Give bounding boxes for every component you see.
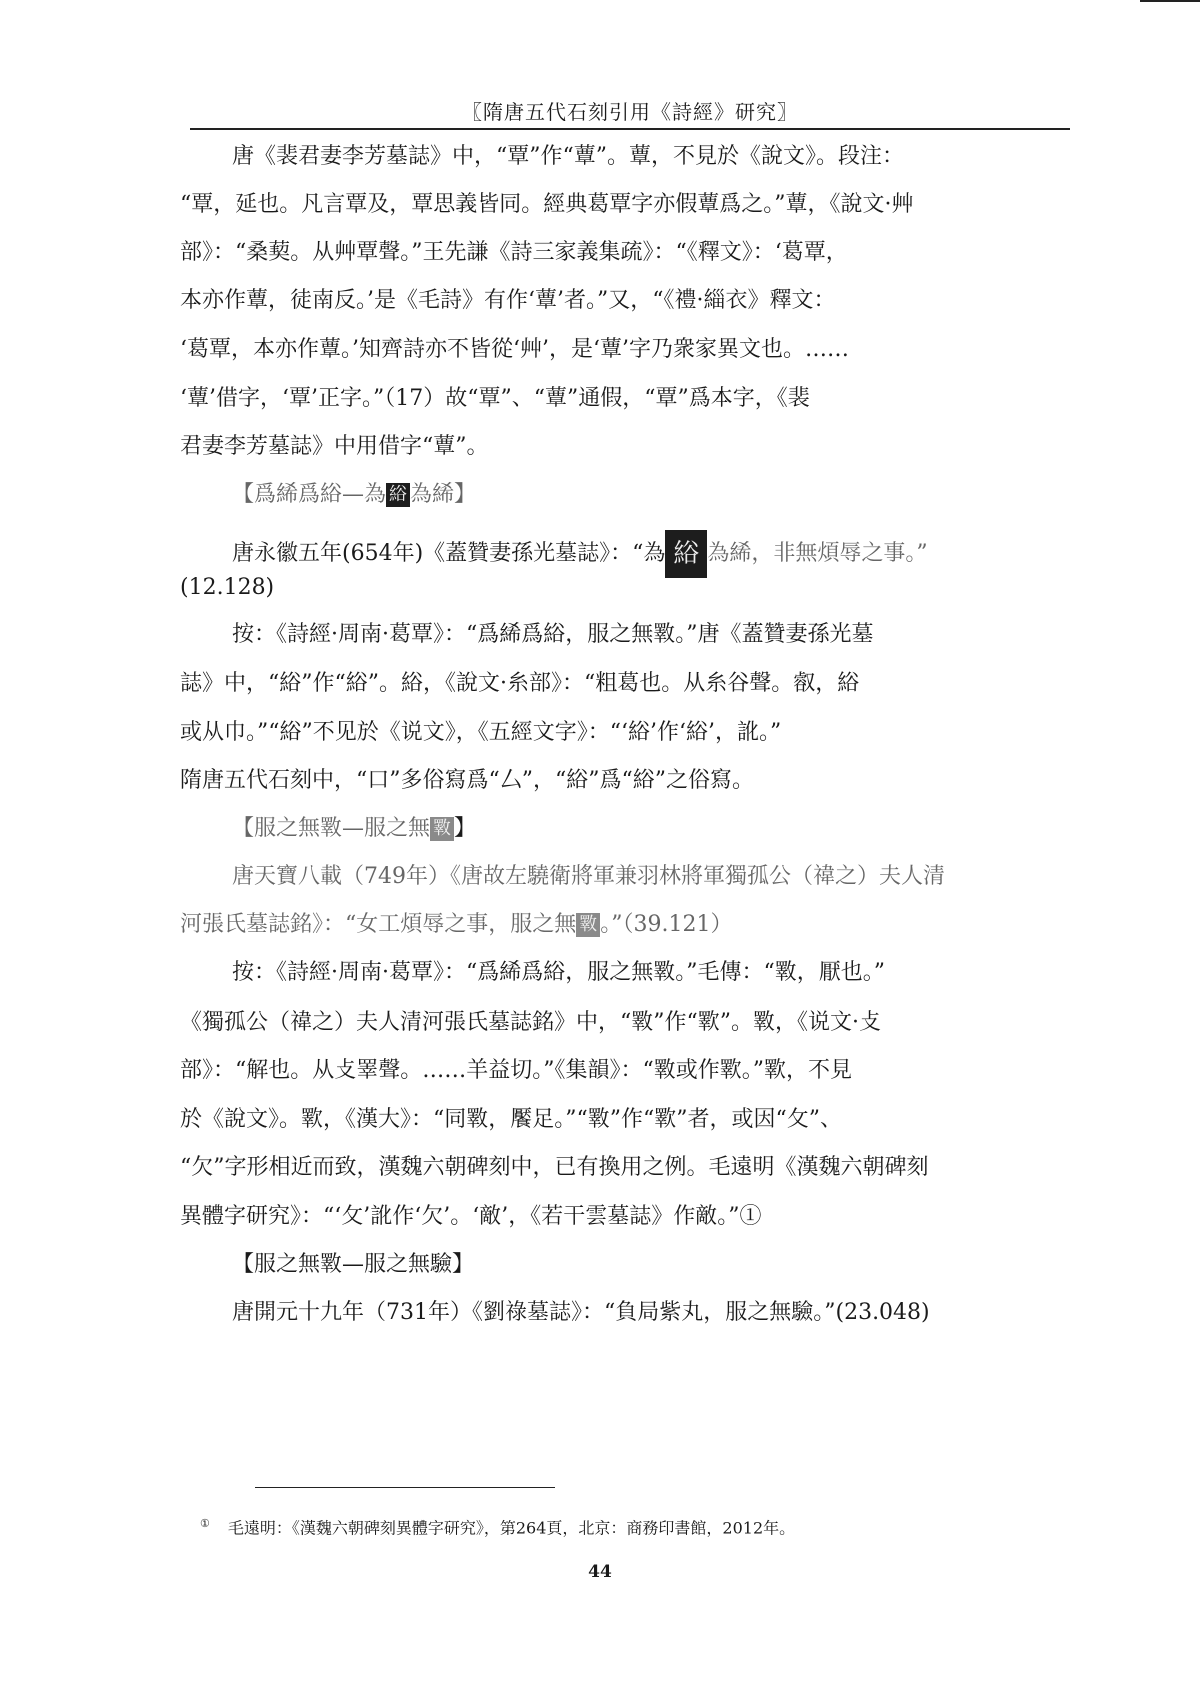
text-line: ‘蕈’借字，‘覃’正字。”（17）故“覃”、“蕈”通假，“覃”爲本字，《裴 xyxy=(180,386,810,411)
footnote xyxy=(200,1513,795,1539)
text-line: 按：《詩經·周南·葛覃》：“爲絺爲綌，服之無斁。”唐《蓋贊妻孫光墓 xyxy=(232,622,874,647)
header-rule xyxy=(190,128,1070,130)
variant-glyph-image: 斁 xyxy=(576,913,600,937)
text-line: 或从巾。”“綌”不见於《说文》，《五經文字》：“‘綌’作‘綌’，訛。” xyxy=(180,720,782,745)
text-line: ‘葛覃，本亦作蕈。’知齊詩亦不皆從‘艸’，是‘蕈’字乃衆家異文也。…… xyxy=(180,337,849,362)
text-line: 部》：“桑葜。从艸覃聲。”王先謙《詩三家義集疏》：“《釋文》：‘葛覃， xyxy=(180,240,848,265)
corner-mark xyxy=(1140,0,1200,2)
text-line: 唐開元十九年（731年）《劉祿墓誌》：“負局紫丸，服之無驗。”(23.048) xyxy=(232,1300,930,1325)
text-line: “覃，延也。凡言覃及，覃思義皆同。經典葛覃字亦假蕈爲之。”蕈，《說文·艸 xyxy=(180,192,914,217)
footnote-rule xyxy=(255,1487,555,1488)
text-line: (12.128) xyxy=(180,575,275,600)
variant-glyph-image: 綌 xyxy=(665,530,707,578)
text-line: 按：《詩經·周南·葛覃》：“爲絺爲綌，服之無斁。”毛傳：“斁，厭也。” xyxy=(232,960,885,985)
text-line: “欠”字形相近而致，漢魏六朝碑刻中，已有換用之例。毛遠明《漢魏六朝碑刻 xyxy=(180,1155,929,1180)
entry-heading: 【服之無斁—服之無 斁 】 xyxy=(232,816,477,841)
text-line: 君妻李芳墓誌》中用借字“蕈”。 xyxy=(180,434,489,459)
text-line: 唐永徽五年(654年)《蓋贊妻孫光墓誌》：“為 綌 為絺，非無煩辱之事。” xyxy=(232,530,1200,560)
variant-glyph-image: 斁 xyxy=(430,817,454,841)
text-line: 河張氏墓誌銘》：“女工煩辱之事，服之無 斁 。”（39.121） xyxy=(180,912,733,937)
entry-heading: 【爲絺爲綌—為 綌 為絺】 xyxy=(232,482,477,507)
text-line: 誌》中，“綌”作“綌”。綌，《說文·糸部》：“粗葛也。从糸谷聲。㕡，綌 xyxy=(180,671,860,696)
text-line: 唐《裴君妻李芳墓誌》中，“覃”作“蕈”。蕈，不見於《說文》。段注： xyxy=(232,144,904,169)
entry-heading: 【服之無斁—服之無驗】 xyxy=(232,1252,475,1277)
text-line: 異體字研究》：“‘攵’訛作‘欠’。‘敵’，《若干雲墓誌》作敵。”① xyxy=(180,1204,762,1229)
text-line: 唐天寶八載（749年）《唐故左驍衛將軍兼羽林將軍獨孤公（禕之）夫人清 xyxy=(232,864,945,889)
text-line: 本亦作蕈，徒南反。’是《毛詩》有作‘蕈’者。”又，“《禮·緇衣》釋文： xyxy=(180,288,836,313)
page-number: 44 xyxy=(588,1562,612,1582)
footnote-text: 毛遠明：《漢魏六朝碑刻異體字研究》，第264頁，北京：商務印書館，2012年。 xyxy=(227,1518,796,1538)
text-line: 隋唐五代石刻中，“口”多俗寫爲“厶”，“綌”爲“綌”之俗寫。 xyxy=(180,768,754,793)
running-header: 〖隋唐五代石刻引用《詩經》研究〗 xyxy=(462,100,798,124)
text-line: 部》：“解也。从攴睪聲。……羊益切。”《集韻》：“斁或作歝。”歝，不見 xyxy=(180,1058,852,1083)
footnote-marker: ① xyxy=(200,1517,210,1530)
text-line: 《獨孤公（禕之）夫人清河張氏墓誌銘》中，“斁”作“歝”。斁，《说文·攴 xyxy=(180,1010,881,1035)
variant-glyph-image: 綌 xyxy=(386,483,410,507)
text-line: 於《說文》。歝，《漢大》：“同斁，饜足。”“斁”作“歝”者，或因“攵”、 xyxy=(180,1107,842,1132)
